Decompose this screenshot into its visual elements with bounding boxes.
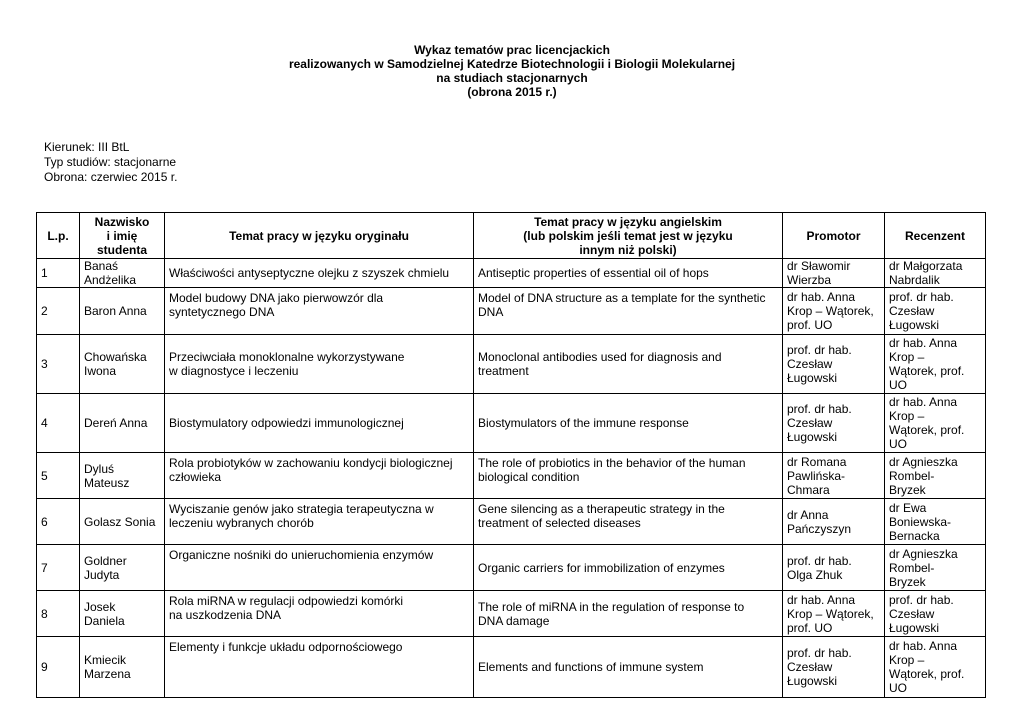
cell-topic-en-line: Antiseptic properties of essential oil of hops: [478, 266, 709, 280]
cell-student-name-line: Iwona: [84, 364, 117, 378]
cell-recenzent: [885, 453, 986, 499]
cell-recenzent: [885, 637, 986, 698]
cell-promotor-line: Pańczyszyn: [787, 521, 852, 536]
cell-promotor-line: prof. dr hab.: [787, 646, 852, 660]
cell-promotor: [783, 394, 885, 453]
cell-promotor-line: dr Anna: [787, 507, 829, 522]
thesis-topics-table: [36, 212, 986, 698]
cell-topic-pl-line: Właściwości antyseptyczne olejku z szyszek chmielu: [169, 266, 450, 280]
document-meta: [44, 140, 177, 185]
table-row: [37, 259, 986, 288]
cell-recenzent-line: dr hab. Anna: [889, 639, 958, 653]
cell-topic-en: [474, 591, 783, 637]
cell-topic-en: [474, 453, 783, 499]
table-row: [37, 591, 986, 637]
cell-topic-pl: [165, 394, 474, 453]
cell-topic-en: [474, 545, 783, 591]
document-title: [0, 43, 1024, 99]
cell-recenzent-line: Wątorek, prof.: [889, 423, 965, 437]
cell-student-name: [80, 591, 165, 637]
cell-topic-pl: [165, 453, 474, 499]
cell-topic-en-line: Gene silencing as a therapeutic strategy in the: [478, 502, 725, 516]
title-line-4: (obrona 2015 r.): [467, 85, 557, 99]
cell-topic-en-line: The role of miRNA in the regulation of response to: [478, 599, 745, 614]
cell-topic-pl: [165, 545, 474, 591]
cell-topic-pl-line: Model budowy DNA jako pierwowzór dla: [169, 291, 384, 305]
header-name-line: studenta: [96, 242, 147, 257]
cell-student-name: [80, 499, 165, 545]
cell-recenzent: [885, 394, 986, 453]
cell-promotor-line: Olga Zhuk: [787, 567, 843, 582]
cell-promotor: [783, 453, 885, 499]
header-name-line: Nazwisko: [94, 214, 150, 229]
cell-promotor: [783, 637, 885, 698]
table-row: [37, 394, 986, 453]
cell-recenzent-line: Wątorek, prof.: [889, 364, 965, 378]
cell-student-name-line: Banaś: [84, 259, 119, 273]
cell-student-name: [80, 335, 165, 394]
cell-lp: 5: [37, 453, 80, 499]
meta-obrona: Obrona: czerwiec 2015 r.: [44, 170, 178, 184]
cell-topic-pl-line: syntetycznego DNA: [169, 305, 275, 319]
cell-recenzent-line: dr Ewa: [889, 500, 927, 515]
cell-topic-pl-line: Organiczne nośniki do unieruchomienia enzymów: [169, 548, 434, 562]
cell-recenzent-line: dr Agnieszka: [889, 546, 958, 561]
cell-recenzent-line: UO: [889, 378, 907, 392]
cell-promotor-line: Ługowski: [787, 430, 838, 444]
cell-topic-en-line: Elements and functions of immune system: [478, 660, 704, 674]
cell-promotor-line: prof. dr hab.: [787, 343, 852, 357]
cell-student-name: [80, 394, 165, 453]
cell-topic-pl-line: Rola probiotyków w zachowaniu kondycji biologicznej: [169, 456, 453, 470]
cell-student-name-line: Kmiecik: [84, 653, 127, 667]
title-line-2: realizowanych w Samodzielnej Katedrze Biotechnologii i Biologii Molekularnej: [288, 57, 736, 71]
cell-topic-en: [474, 637, 783, 698]
cell-promotor: [783, 591, 885, 637]
header-topic-en-line: Temat pracy w języku angielskim: [534, 214, 722, 229]
cell-promotor: [783, 335, 885, 394]
cell-promotor-line: prof. dr hab.: [787, 553, 852, 568]
cell-student-name-line: Josek: [84, 599, 116, 614]
cell-topic-pl-line: leczeniu wybranych chorób: [169, 516, 314, 530]
cell-lp: 3: [37, 335, 80, 394]
cell-student-name-line: Marzena: [84, 667, 131, 681]
cell-topic-en-line: treatment: [478, 364, 529, 378]
cell-recenzent-line: dr Agnieszka: [889, 454, 958, 469]
cell-recenzent: [885, 545, 986, 591]
cell-topic-pl-line: na uszkodzenia DNA: [169, 608, 282, 622]
cell-topic-en-line: Model of DNA structure as a template for the synthetic: [478, 291, 766, 305]
cell-student-name-line: Baron Anna: [84, 304, 147, 318]
cell-student-name-line: Goldner: [84, 553, 127, 568]
cell-promotor: [783, 259, 885, 288]
cell-student-name: [80, 453, 165, 499]
table-row: [37, 499, 986, 545]
cell-recenzent-line: Krop –: [889, 409, 925, 423]
meta-kierunek: Kierunek: III BtL: [44, 140, 130, 154]
cell-lp: 7: [37, 545, 80, 591]
cell-recenzent-line: Rombel-: [889, 560, 935, 575]
header-topic-en-line: innym niż polski): [579, 242, 677, 257]
cell-topic-en: [474, 335, 783, 394]
cell-topic-en: [474, 499, 783, 545]
cell-recenzent-line: Bryzek: [889, 574, 926, 589]
header-topic-en-line: (lub polskim jeśli temat jest w języku: [523, 228, 733, 243]
cell-recenzent-line: Nabrdalik: [889, 273, 940, 287]
cell-promotor-line: Czesław: [787, 357, 833, 371]
table-row: [37, 637, 986, 698]
cell-promotor-line: dr Romana: [787, 454, 847, 469]
cell-topic-pl-line: Wyciszanie genów jako strategia terapeutyczna w: [169, 502, 434, 516]
cell-recenzent: [885, 288, 986, 335]
cell-promotor: [783, 499, 885, 545]
cell-student-name-line: Judyta: [84, 567, 120, 582]
cell-recenzent-line: Krop –: [889, 653, 925, 667]
cell-promotor-line: Krop – Wątorek,: [787, 606, 874, 621]
cell-promotor-line: Chmara: [787, 482, 830, 497]
cell-topic-pl-line: Przeciwciała monoklonalne wykorzystywane: [169, 350, 405, 364]
cell-topic-pl-line: człowieka: [169, 470, 222, 484]
cell-recenzent-line: Czesław: [889, 606, 935, 621]
cell-lp: 9: [37, 637, 80, 698]
cell-promotor-line: Czesław: [787, 660, 833, 674]
cell-recenzent-line: prof. dr hab.: [889, 592, 954, 607]
cell-recenzent-line: prof. dr hab.: [889, 290, 954, 304]
title-line-3: na studiach stacjonarnych: [436, 71, 588, 85]
cell-lp: 1: [37, 259, 80, 288]
cell-promotor: [783, 545, 885, 591]
cell-recenzent-line: dr Małgorzata: [889, 259, 963, 273]
title-line-1: Wykaz tematów prac licencjackich: [414, 43, 610, 57]
cell-recenzent-line: dr hab. Anna: [889, 395, 958, 409]
cell-promotor: [783, 288, 885, 335]
cell-lp: 8: [37, 591, 80, 637]
table-row: [37, 288, 986, 335]
cell-topic-pl: [165, 637, 474, 698]
header-recenzent: Recenzent: [885, 213, 986, 259]
cell-recenzent-line: UO: [889, 437, 907, 451]
cell-topic-en-line: DNA: [478, 305, 504, 319]
header-name-line: i imię: [106, 228, 138, 243]
cell-recenzent-line: Bernacka: [889, 528, 940, 543]
cell-topic-pl-line: Elementy i funkcje układu odpornościowego: [169, 640, 403, 654]
cell-topic-pl: [165, 335, 474, 394]
cell-topic-en-line: treatment of selected diseases: [478, 516, 641, 530]
cell-topic-pl-line: Biostymulatory odpowiedzi immunologicznej: [169, 416, 404, 430]
cell-student-name-line: Golasz Sonia: [84, 514, 156, 529]
cell-promotor-line: prof. UO: [787, 620, 833, 635]
cell-promotor-line: prof. dr hab.: [787, 402, 852, 416]
cell-student-name-line: Chowańska: [84, 350, 147, 364]
cell-student-name: [80, 288, 165, 335]
cell-recenzent: [885, 591, 986, 637]
cell-recenzent-line: Rombel-: [889, 468, 935, 483]
cell-recenzent-line: Czesław: [889, 304, 935, 318]
cell-recenzent-line: Boniewska-: [889, 514, 952, 529]
cell-topic-pl-line: Rola miRNA w regulacji odpowiedzi komórki: [169, 594, 404, 608]
cell-promotor-line: dr hab. Anna: [787, 592, 856, 607]
cell-recenzent: [885, 259, 986, 288]
cell-recenzent-line: UO: [889, 681, 907, 695]
cell-recenzent-line: dr hab. Anna: [889, 336, 958, 350]
cell-topic-en-line: Biostymulators of the immune response: [478, 416, 689, 430]
table-header-row: [37, 213, 986, 259]
cell-promotor-line: dr Sławomir: [787, 259, 851, 273]
cell-topic-en-line: Monoclonal antibodies used for diagnosis and: [478, 350, 722, 364]
cell-recenzent-line: Ługowski: [889, 318, 940, 332]
cell-promotor-line: prof. UO: [787, 318, 833, 332]
cell-promotor-line: Wierzba: [787, 273, 832, 287]
cell-topic-pl: [165, 259, 474, 288]
cell-student-name: [80, 259, 165, 288]
cell-topic-pl: [165, 591, 474, 637]
cell-lp: 2: [37, 288, 80, 335]
cell-topic-en: [474, 288, 783, 335]
header-topic-pl: Temat pracy w języku oryginału: [165, 213, 474, 259]
table-body: [37, 259, 986, 698]
cell-recenzent-line: Ługowski: [889, 620, 940, 635]
table-row: [37, 335, 986, 394]
cell-topic-en: [474, 394, 783, 453]
cell-topic-en-line: The role of probiotics in the behavior of the human: [478, 456, 746, 470]
header-lp: L.p.: [37, 213, 80, 259]
cell-topic-pl: [165, 499, 474, 545]
table-row: [37, 545, 986, 591]
cell-topic-en-line: Organic carriers for immobilization of enzymes: [478, 560, 725, 575]
cell-student-name-line: Dyluś: [84, 461, 115, 476]
cell-recenzent-line: Krop –: [889, 350, 925, 364]
meta-typ-studiow: Typ studiów: stacjonarne: [44, 155, 177, 169]
cell-topic-en: [474, 259, 783, 288]
cell-promotor-line: Ługowski: [787, 674, 838, 688]
cell-promotor-line: dr hab. Anna: [787, 290, 856, 304]
cell-student-name-line: Daniela: [84, 613, 125, 628]
cell-promotor-line: Ługowski: [787, 371, 838, 385]
cell-topic-en-line: DNA damage: [478, 613, 550, 628]
cell-student-name-line: Dereń Anna: [84, 416, 148, 430]
cell-student-name: [80, 637, 165, 698]
cell-student-name: [80, 545, 165, 591]
cell-lp: 6: [37, 499, 80, 545]
cell-student-name-line: Mateusz: [84, 475, 130, 490]
cell-promotor-line: Krop – Wątorek,: [787, 304, 874, 318]
header-name: [80, 213, 165, 259]
cell-recenzent-line: Wątorek, prof.: [889, 667, 965, 681]
cell-lp: 4: [37, 394, 80, 453]
cell-topic-pl-line: w diagnostyce i leczeniu: [169, 364, 299, 378]
cell-topic-pl: [165, 288, 474, 335]
cell-promotor-line: Pawlińska-: [787, 468, 846, 483]
cell-student-name-line: Andżelika: [84, 273, 137, 287]
cell-recenzent: [885, 335, 986, 394]
table-row: [37, 453, 986, 499]
cell-promotor-line: Czesław: [787, 416, 833, 430]
cell-topic-en-line: biological condition: [478, 470, 580, 484]
header-promotor: Promotor: [783, 213, 885, 259]
cell-recenzent-line: Bryzek: [889, 482, 926, 497]
cell-recenzent: [885, 499, 986, 545]
header-topic-en: [474, 213, 783, 259]
